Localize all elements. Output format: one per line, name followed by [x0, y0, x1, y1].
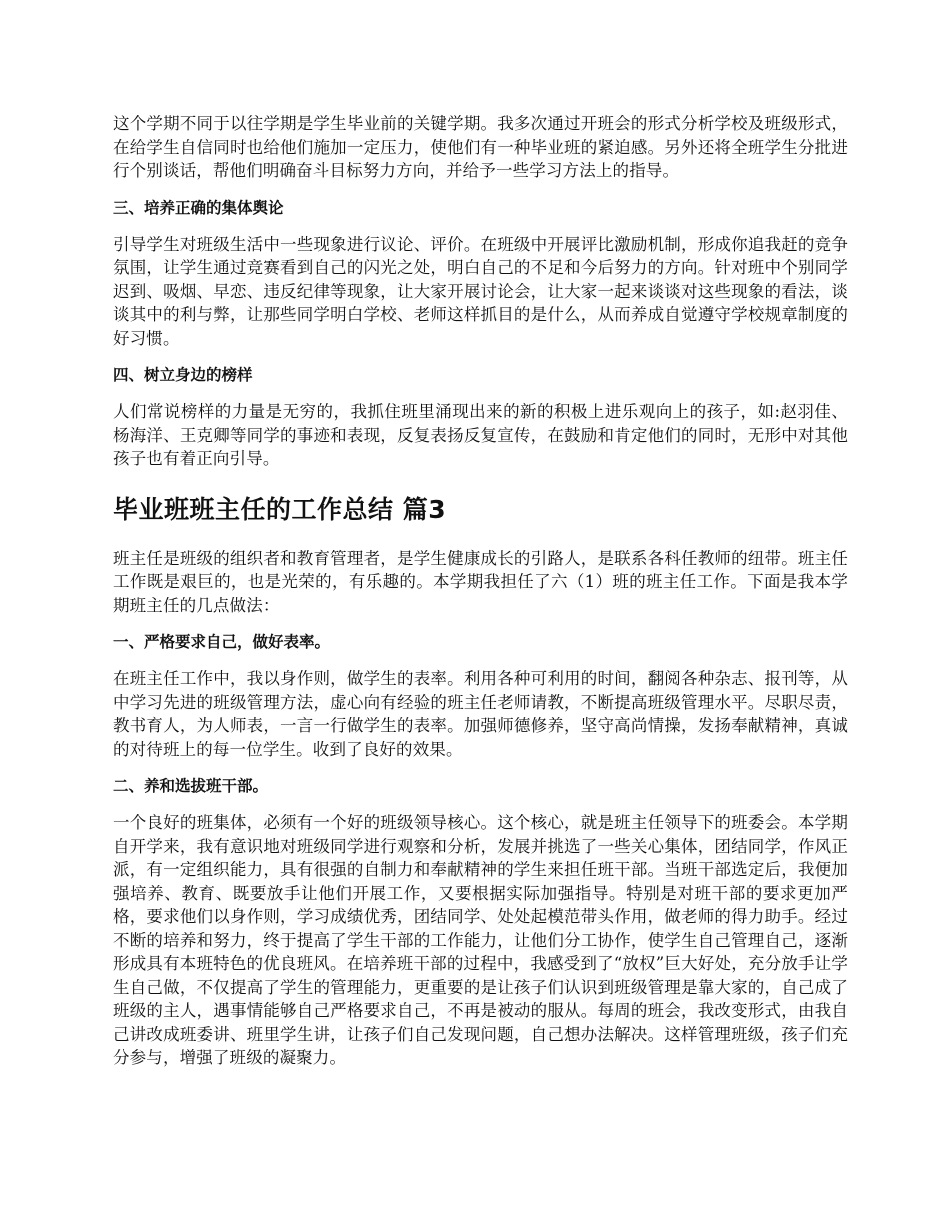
paragraph: 班主任是班级的组织者和教育管理者，是学生健康成长的引路人，是联系各科任教师的纽带。班主任工作既是艰巨的，也是光荣的，有乐趣的。本学期我担任了六（1）班的班主任工作。下面是我本学期班主任的几点做法：: [113, 548, 848, 615]
paragraph: 引导学生对班级生活中一些现象进行议论、评价。在班级中开展评比激励机制，形成你追我赶的竞争氛围，让学生通过竞赛看到自己的闪光之处，明白自己的不足和今后努力的方向。针对班中个别同学迟到、吸烟、早恋、违反纪律等现象，让大家开展讨论会，让大家一起来谈谈对这些现象的看法，谈谈其中的利与弊，让那些同学明白学校、老师这样抓目的是什么，从而养成自觉遵守学校规章制度的好习惯。: [113, 234, 848, 348]
document-page: [113, 112, 848, 1084]
subheading: 二、养和选拔班干部。: [113, 777, 269, 795]
subheading: 三、培养正确的集体舆论: [113, 198, 284, 217]
paragraph: 这个学期不同于以往学期是学生毕业前的关键学期。我多次通过开班会的形式分析学校及班级形式，在给学生自信同时也给他们施加一定压力，使他们有一种毕业班的紧迫感。另外还将全班学生分批进行个别谈话，帮他们明确奋斗目标努力方向，并给予一些学习方法上的指导。: [113, 114, 848, 180]
paragraph: 在班主任工作中，我以身作则，做学生的表率。利用各种可利用的时间，翻阅各种杂志、报刊等，从中学习先进的班级管理方法，虚心向有经验的班主任老师请教，不断提高班级管理水平。尽职尽责，教书育人，为人师表，一言一行做学生的表率。加强师德修养，坚守高尚情操，发扬奉献精神，真诚的对待班上的每一位学生。收到了良好的效果。: [113, 669, 848, 759]
subheading: 四、树立身边的榜样: [113, 366, 253, 384]
paragraph: 一个良好的班集体，必须有一个好的班级领导核心。这个核心，就是班主任领导下的班委会。本学期自开学来，我有意识地对班级同学进行观察和分析，发展并挑选了一些关心集体，团结同学，作风正派，有一定组织能力，具有很强的自制力和奉献精神的学生来担任班干部。当班干部选定后，我便加强培养、教育、既要放手让他们开展工作，又要根据实际加强指导。特别是对班干部的要求更加严格，要求他们以身作则，学习成绩优秀，团结同学、处处起模范带头作用，做老师的得力助手。经过不断的培养和努力，终于提高了学生干部的工作能力，让他们分工协作，使学生自己管理自己，逐渐形成具有本班特色的优良班风。在培养班干部的过程中，我感受到了“放权”巨大好处，充分放手让学生自己做，不仅提高了学生的管理能力，更重要的是让孩子们认识到班级管理是靠大家的，自己成了班级的主人，遇事情能够自己严格要求自己，不再是被动的服从。每周的班会，我改变形式，由我自己讲改成班委讲、班里学生讲，让孩子们自己发现问题，自己想办法解决。这样管理班级，孩子们充分参与，增强了班级的凝聚力。: [113, 813, 848, 1067]
subheading: 一、严格要求自己，做好表率。: [113, 633, 331, 651]
section-title: 毕业班班主任的工作总结 篇3: [113, 494, 447, 524]
paragraph: 人们常说榜样的力量是无穷的，我抓住班里涌现出来的新的积极上进乐观向上的孩子，如:赵羽佳、杨海洋、王克卿等同学的事迹和表现，反复表扬反复宣传，在鼓励和肯定他们的同时，无形中对其他孩子也有着正向引导。: [113, 402, 848, 468]
